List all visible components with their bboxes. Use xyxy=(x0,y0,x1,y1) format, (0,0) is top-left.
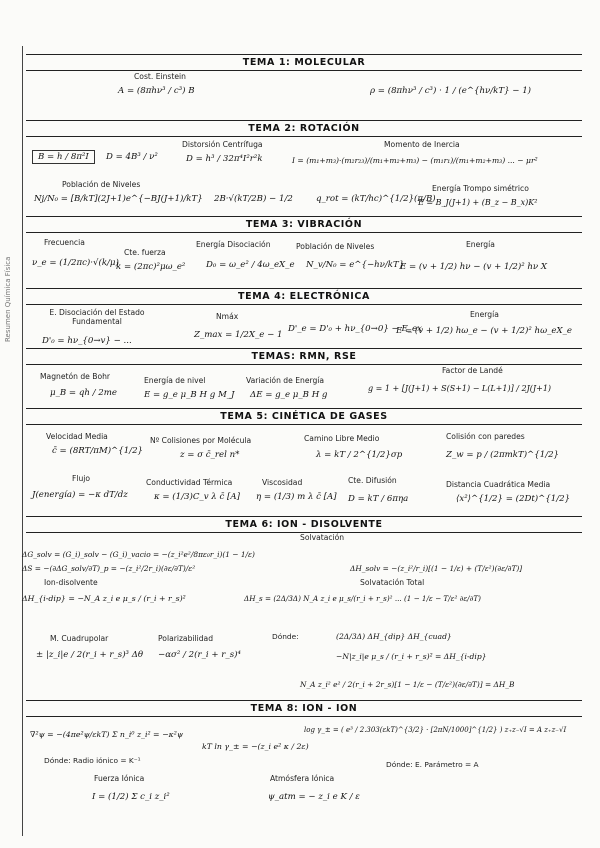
formula-atmosfera: ψ_atm = − z_i e K / ε xyxy=(268,792,360,802)
formula-rot-constant-boxed: B = h / 8π²I xyxy=(32,150,95,164)
label-variacion: Variación de Energía xyxy=(246,376,325,385)
formula-planck-density: ρ = (8πhν³ / c³) · 1 / (e^{hν/kT} − 1) xyxy=(370,86,532,96)
formula-nmax: Z_max = 1/2X_e − 1 xyxy=(194,330,283,340)
label-energia-nivel: Energía de nivel xyxy=(144,376,206,385)
formula-frecuencia: ν_e = (1/2πc)·√(k/μ) xyxy=(32,258,119,268)
label-atmosfera: Atmósfera Iónica xyxy=(270,774,335,783)
formula-trompo: E = B_J(J+1) + (B_z − B_x)K² xyxy=(418,198,538,207)
formula-poblacion-vib: N_v/N₀ = e^{−hν/kT} xyxy=(306,260,405,270)
formula-variacion: ΔE = g_e μ_B H g xyxy=(250,390,328,400)
formula-viscosidad: η = (1/3) m λ c̄ [A] xyxy=(256,492,337,502)
label-energia-elec: Energía xyxy=(470,310,499,319)
section-header-ion-ion: TEMA 8: ION - ION xyxy=(26,700,582,717)
label-energia-vib: Energía xyxy=(466,240,495,249)
formula-energia-elec: E = (v + 1/2) hω_e − (v + 1/2)² hω_eX_e xyxy=(396,326,572,336)
label-einstein: Cost. Einstein xyxy=(134,72,186,81)
label-distancia: Distancia Cuadrática Media xyxy=(446,480,551,489)
label-disociacion-fund: E. Disociación del Estado Fundamental xyxy=(49,308,145,326)
label-ion-dipolo: Ion-disolvente xyxy=(44,578,98,587)
label-bohr: Magnetón de Bohr xyxy=(40,372,111,381)
formula-energia-vib: E = (v + 1/2) hν − (v + 1/2)² hν X xyxy=(400,262,547,272)
formula-poisson: ∇²ψ = −(4πe²ψ/εkT) Σ n_i⁰ z_i² = −κ²ψ xyxy=(30,730,183,739)
formula-poblacion-rot: Nj/N₀ = [B/kT](2J+1)e^{−BJ(J+1)/kT} xyxy=(34,194,203,204)
formula-jmax: 2B·√(kT/2B) − 1/2 xyxy=(214,194,293,204)
label-distorsion: Distorsión Centrífuga xyxy=(182,140,263,149)
label-radio-ionico: Dónde: Radio iónico = K⁻¹ xyxy=(44,756,141,765)
formula-ln-gamma: kT ln γ_± = −(z_i e² κ / 2ε) xyxy=(202,742,309,751)
formula-fuerza-ionica: I = (1/2) Σ c_i z_i² xyxy=(92,792,170,802)
formula-delta-h-solv: ΔH_solv = −(z_i²/r_i)[(1 − 1/ε) + (T/ε²)(∂ε/∂T)] xyxy=(350,564,523,573)
label-flujo: Flujo xyxy=(72,474,91,483)
formula-momento-inercia: I = (m₁+m₃)·(m₂r₂₃)/(m₁+m₂+m₃) − (m₁r₁)/(m₁+m₂+m₃) ... − μr² xyxy=(292,156,538,165)
formula-donde-3: N_A z_i² e² / 2(r_i + 2r_s)[1 − 1/ε − (T/ε²)(∂ε/∂T)] = ΔH_B xyxy=(300,680,515,689)
label-poblacion-vib: Población de Niveles xyxy=(296,242,375,251)
formula-einstein-a: A = (8πhν³ / c³) B xyxy=(118,86,195,96)
formula-colisiones: z = σ c̄_rel n* xyxy=(180,450,240,460)
label-cuadrupolar: M. Cuadrupolar xyxy=(50,634,109,643)
label-polarizabilidad: Polarizabilidad xyxy=(158,634,214,643)
label-velocidad-media: Velocidad Media xyxy=(46,432,108,441)
formula-cuadrupolar: ± |z_i|e / 2(r_i + r_s)³ Δθ xyxy=(36,650,144,660)
formula-donde-2: −N|z_i|e μ_s / (r_i + r_s)² = ΔH_{i-dip} xyxy=(336,652,487,661)
label-donde: Dónde: xyxy=(272,632,299,641)
section-header-rmn: TEMAS: RMN, RSE xyxy=(26,348,582,365)
formula-donde-1: (2Δ/3Δ) ΔH_{dip} ΔH_{cuad} xyxy=(336,632,452,641)
label-solvatacion-total: Solvatación Total xyxy=(360,578,425,587)
formula-lande: g = 1 + [J(J+1) + S(S+1) − L(L+1)] / 2J(J+1) xyxy=(368,384,552,393)
formula-log-gamma: log γ_± = ( e³ / 2.303(εkT)^{3/2} · [2πN/1000]^{1/2} ) z₊z₋√I = A z₊z₋√I xyxy=(304,726,567,734)
formula-energia-nivel: E = g_e μ_B H g M_J xyxy=(144,390,235,400)
label-cte-fuerza: Cte. fuerza xyxy=(124,248,166,257)
label-viscosidad: Viscosidad xyxy=(262,478,303,487)
formula-conductividad: κ = (1/3)C_v λ c̄ [A] xyxy=(154,492,240,502)
label-trompo: Energía Trompo simétrico xyxy=(432,184,529,193)
formula-difusion: D = kT / 6πηa xyxy=(348,494,409,504)
formula-velocidad-media: c̄ = (8RT/πM)^{1/2} xyxy=(52,446,144,456)
section-header-molecular: TEMA 1: MOLECULAR xyxy=(26,54,582,71)
label-poblacion-rot: Población de Niveles xyxy=(62,180,141,189)
section-header-vibracion: TEMA 3: VIBRACIÓN xyxy=(26,216,582,233)
formula-paredes: Z_w = p / (2πmkT)^{1/2} xyxy=(446,450,560,460)
side-note: Resumen Química Física xyxy=(4,256,12,342)
label-disociacion: Energía Disociación xyxy=(196,240,271,249)
formula-distancia: ⟨x²⟩^{1/2} = (2Dt)^{1/2} xyxy=(456,494,571,504)
formula-disociacion: D₀ = ω_e² / 4ω_eX_e xyxy=(206,260,295,270)
label-momento-inercia: Momento de Inercia xyxy=(384,140,460,149)
label-nmax: Nmáx xyxy=(216,312,239,321)
formula-cte-fuerza: k = (2πc)²μω_e² xyxy=(116,262,186,272)
section-header-rotacion: TEMA 2: ROTACIÓN xyxy=(26,120,582,137)
label-colisiones: Nº Colisiones por Molécula xyxy=(150,436,252,445)
formula-delta-s: ΔS = −(∂ΔG_solv/∂T)_p = −(z_i²/2r_i)(∂ε/∂T)/ε² xyxy=(22,564,196,573)
formula-de: D'_e = D'₀ + hν_{0→0} − E_ex xyxy=(288,324,422,334)
section-header-electronica: TEMA 4: ELECTRÓNICA xyxy=(26,288,582,305)
label-camino-libre: Camino Libre Medio xyxy=(304,434,380,443)
formula-bohr: μ_B = qh / 2me xyxy=(50,388,117,398)
formula-ion-dipolo: ΔH_{i-dip} = −N_A z_i e μ_s / (r_i + r_s)² xyxy=(22,594,186,603)
formula-delta-g-solv: ΔG_solv = (G_i)_solv − (G_i)_vacio = −(z_i²e²/8πε₀r_i)(1 − 1/ε) xyxy=(22,550,255,559)
label-paredes: Colisión con paredes xyxy=(446,432,525,441)
section-header-ion-disolvente: TEMA 6: ION - DISOLVENTE xyxy=(26,516,582,533)
label-fuerza-ionica: Fuerza Iónica xyxy=(94,774,145,783)
section-header-cinetica: TEMA 5: CINÉTICA DE GASES xyxy=(26,408,582,425)
label-lande: Factor de Landé xyxy=(442,366,503,375)
formula-distorsion: D = h³ / 32π⁴I²r²k xyxy=(186,154,263,164)
label-conductividad: Conductividad Térmica xyxy=(146,478,233,487)
label-solvatacion: Solvatación xyxy=(300,533,345,542)
formula-q-rot: q_rot = (kT/hc)^{1/2}(π/B) xyxy=(316,194,436,204)
label-frecuencia: Frecuencia xyxy=(44,238,85,247)
formula-polarizabilidad: −ασ² / 2(r_i + r_s)⁴ xyxy=(158,650,241,660)
label-parametro: Dónde: E. Parámetro = A xyxy=(386,760,479,769)
formula-solvatacion-total: ΔH_s = (2Δ/3Δ) N_A z_i e μ_s/(r_i + r_s)² ... (1 − 1/ε − T/ε² ∂ε/∂T) xyxy=(244,594,481,603)
formula-disociacion-fund: D'₀ = hν_{0→v} − ... xyxy=(42,336,132,346)
formula-flujo: J(energía) = −κ dT/dz xyxy=(32,490,128,500)
formula-camino-libre: λ = kT / 2^{1/2}σp xyxy=(316,450,403,460)
label-difusion: Cte. Difusión xyxy=(348,476,397,485)
formula-d: D = 4B³ / ν² xyxy=(106,152,158,162)
